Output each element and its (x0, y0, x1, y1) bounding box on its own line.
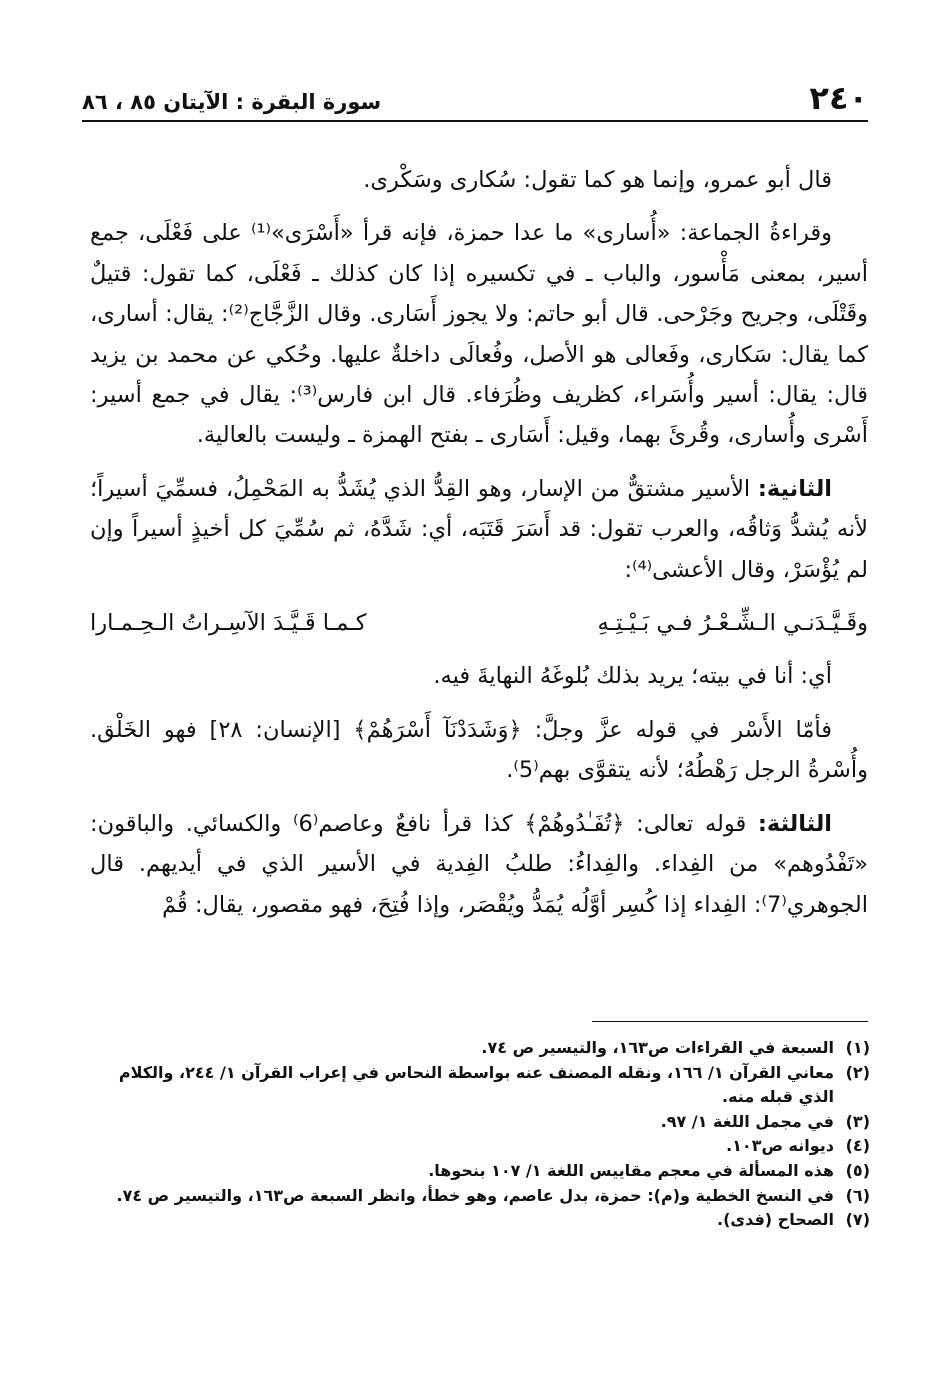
footnote-item (80, 1208, 870, 1233)
paragraph-6-text: قوله تعالى: ﴿تُفَـٰدُوهُمْ﴾ كذا قرأ نافعٌ وعاصم⁽6⁾ والكسائي. والباقون: «تَفْدُوهم» من الفِداء. والفِداءُ: طلبُ الفِدية في الأسير الذي في أيديهم. قال الجوهري⁽7⁾: الفِداء إذا كُسِر أوَّلُه يُمَدُّ ويُقْصَر، وإذا فُتِحَ، فهو مقصور، يقال: قُمْ (90, 810, 868, 918)
verse-second-hemistich: كـمـا قَـيَّـدَ الآسِـراتُ الـحِـمـارا (90, 610, 367, 637)
footnote-number: (٢) (845, 1062, 870, 1082)
paragraph-4: أي: أنا في بيته؛ يريد بذلك بُلوغَهُ النهايةَ فيه. (433, 663, 832, 690)
footnote-item (80, 1184, 870, 1209)
main-text (90, 160, 868, 925)
footnote-text: معاني القرآن ١/ ١٦٦، ونقله المصنف عنه بواسطة النحاس في إعراب القرآن ١/ ٢٤٤، والكلام الذي قبله منه. (118, 1062, 834, 1107)
paragraph-3 (90, 469, 868, 590)
paragraph-3-text: الأسير مشتقٌّ من الإسار، وهو القِدُّ الذي يُشَدُّ به المَحْمِلُ، فسمِّيَ أسيراً؛ لأنه يُشدُّ وَثاقُه، والعرب تقول: قد أَسَرَ قَتَبَه، أي: شَدَّهُ، ثم سُمِّيَ كل أخيذٍ أسيراً وإن لم يُؤْسَرْ، وقال الأعشى⁽⁴⁾: (90, 475, 868, 583)
footnote-item (80, 1159, 870, 1184)
footnote-number: (٧) (845, 1210, 870, 1230)
footnote-text: في مجمل اللغة ١/ ٩٧. (660, 1111, 834, 1131)
page-number: ٢٤٠ (809, 79, 868, 117)
footnote-text: السبعة في القراءات ص١٦٣، والتيسير ص ٧٤. (481, 1038, 834, 1057)
footnote-number: (٥) (845, 1160, 870, 1180)
paragraph-6 (90, 804, 868, 925)
footnote-item (80, 1134, 870, 1159)
footnote-text: ديوانه ص١٠٣. (726, 1136, 834, 1156)
footnote-text: الصحاح (فدى). (717, 1210, 834, 1230)
footnote-item (80, 1036, 870, 1061)
footnote-number: (٣) (845, 1111, 870, 1131)
header-rule (82, 120, 868, 122)
paragraph-1: قال أبو عمرو، وإنما هو كما تقول: سُكارى وسَكْرى. (363, 167, 832, 193)
running-title: سورة البقرة : الآيتان ٨٥ ، ٨٦ (82, 90, 382, 114)
verse-first-hemistich: وقَـيَّـدَنـي الـشِّـعْـرُ فـي بَـيْـتِـهِ (597, 610, 868, 637)
footnote-number: (٤) (845, 1136, 870, 1156)
page-header (82, 78, 868, 122)
paragraph-5: فأمّا الأَسْر في قوله عزَّ وجلَّ: ﴿وَشَدَدْنَآ أَسْرَهُمْ﴾ [الإنسان: ٢٨] فهو الخَلْق. وأُسْرةُ الرجل رَهْطُهُ؛ لأنه يتقوَّى بهم⁽5⁾. (90, 716, 868, 784)
section-label-second: الثانية: (757, 475, 832, 502)
poetry-verse (90, 603, 868, 643)
footnote-text: في النسخ الخطية و(م): حمزة، بدل عاصم، وهو خطأ، وانظر السبعة ص١٦٣، والتيسير ص ٧٤. (116, 1185, 834, 1205)
paragraph-2: وقراءةُ الجماعة: «أُسارى» ما عدا حمزة، فإنه قرأ «أَسْرَى»⁽¹⁾ على فَعْلَى، جمع أسير، بمعنى مَأْسور، والباب ـ في تكسيره إذا كان كذلك ـ فَعْلَى، كما تقول: قتيلٌ وقَتْلَى، وجريح وجَرْحى. قال أبو حاتم: ولا يجوز أَسَارى. وقال الزَّجَّاج⁽²⁾: يقال: أسارى، كما يقال: سَكارى، وفَعالى هو الأصل، وفُعالَى داخلةٌ عليها. وحُكي عن محمد بن يزيد قال: يقال: أسير وأُسَراء، كظريف وظُرَفاء. قال ابن فارس⁽³⁾: يقال في جمع أسير: أَسْرى وأُسارى، وقُرئَ بهما، وقيل: أَسَارى ـ بفتح الهمزة ـ وليست بالعالية. (90, 220, 868, 449)
section-label-third: الثالثة: (757, 810, 832, 837)
footnote-item (80, 1110, 870, 1135)
footnote-number: (٦) (845, 1185, 870, 1205)
footnotes (80, 1036, 870, 1233)
footnote-item (80, 1061, 870, 1110)
footnote-number: (١) (845, 1038, 870, 1057)
footnote-rule (592, 1021, 868, 1022)
footnote-text: هذه المسألة في معجم مقاييس اللغة ١/ ١٠٧ بنحوها. (428, 1160, 834, 1180)
